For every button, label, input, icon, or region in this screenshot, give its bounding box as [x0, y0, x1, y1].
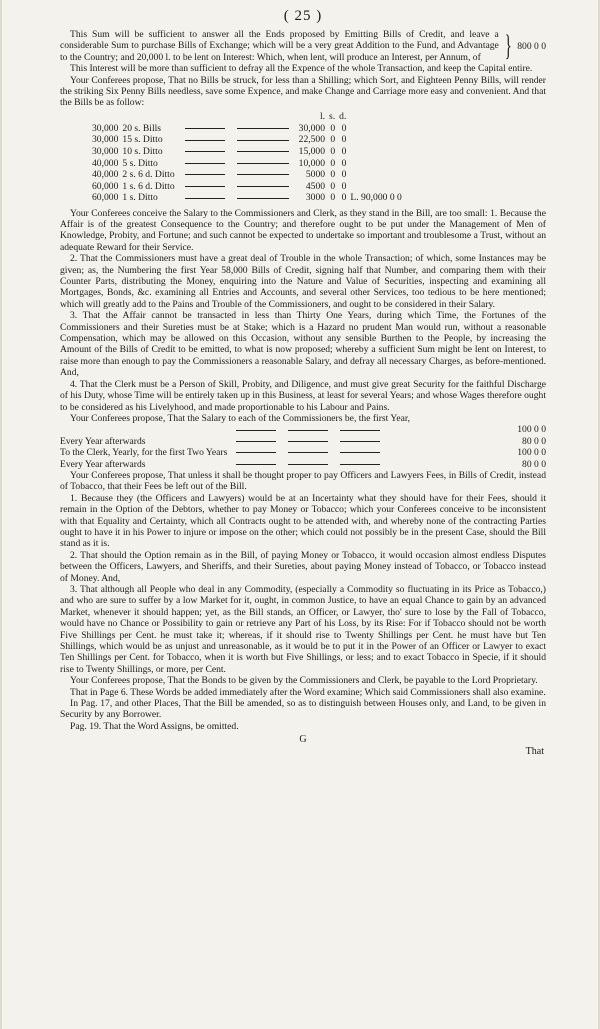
bill-row: [90, 122, 404, 134]
rule-line: [185, 151, 225, 152]
rule-line: [340, 452, 380, 453]
bill-shillings: 0: [330, 122, 336, 134]
bill-shillings: 0: [330, 145, 336, 157]
brace-mark: }: [504, 29, 512, 63]
bill-dashes: [177, 180, 297, 192]
bill-pounds: 3000: [305, 192, 326, 204]
bill-row: [90, 180, 404, 192]
salary-label: Every Year afterwards: [60, 458, 146, 470]
salary-row: [60, 447, 546, 458]
salary-label: Every Year afterwards: [60, 435, 146, 447]
salary-amount: 100 0 0: [517, 447, 546, 459]
salary-label: To the Clerk, Yearly, for the first Two Years: [60, 447, 228, 459]
interest-amount: 800 0 0: [517, 40, 546, 52]
header-l: l.: [319, 111, 326, 123]
bill-total: [348, 180, 403, 192]
bill-total: [348, 169, 403, 181]
rule-line: [185, 186, 225, 187]
bill-shillings: 0: [330, 157, 336, 169]
bill-dashes: [177, 122, 297, 134]
reason-2-paragraph: 2. That the Commissioners must have a great deal of Trouble in the whole Transaction; of which, some Instances may be given; as, the Numbering the first Year 58,000 Bills of Credit, signing half that Number, and comparing them with their Counter Parts, distributing the Money, enquiring into the Nature and Value of Securities, inspecting and examining all Mortgages, Bonds, &c. examining all Entries and Accounts, and several other Services, too tedious to be here mentioned; which will greatly add to the Pains and Trouble of the Commissioners, and ought to be considered in their Salary.: [60, 253, 546, 310]
catchword: That: [525, 746, 544, 757]
salary-paragraph: Your Conferees conceive the Salary to the Commissioners and Clerk, as they stand in the Bill, are too small: 1. Because the Affair is of the greatest Consequence to the Country; and therefore ought to be put under the Management of Men of Knowledge, Probity, and Fortune; and such cannot be expected to undertake so important and troublesome a Trust, without an adequate Reward for their Service.: [60, 207, 546, 253]
bill-denomination: 20 s. Bills: [122, 122, 162, 134]
rule-line: [185, 174, 225, 175]
bill-qty: 60,000: [92, 192, 119, 204]
bill-row: [90, 134, 404, 146]
salary-rules: [230, 447, 476, 458]
bill-qty: 30,000: [92, 134, 119, 146]
page19-paragraph: Pag. 19. That the Word Assigns, be omitted.: [70, 720, 239, 732]
salary-row: [60, 459, 546, 470]
bill-shillings: 0: [330, 134, 336, 146]
rule-line: [237, 174, 289, 175]
bill-denomination: 2 s. 6 d. Ditto: [122, 169, 175, 181]
bill-row: [90, 157, 404, 169]
salary-amount: 80 0 0: [522, 458, 546, 470]
bill-pounds: 5000: [305, 169, 326, 181]
bill-pounds: 22,500: [298, 134, 326, 146]
rule-line: [288, 430, 328, 431]
page6-paragraph: That in Page 6. These Words be added immediately after the Word examine; Which said Commissioners shall also examine.: [70, 686, 546, 698]
salary-intro: Your Conferees propose, That the Salary to each of the Commissioners be, the first Year,: [70, 412, 411, 424]
bill-pence: 0: [341, 122, 347, 134]
bill-dashes: [177, 157, 297, 169]
header-d: d.: [339, 111, 347, 123]
bill-denomination: 15 s. Ditto: [122, 134, 163, 146]
bill-total: [348, 146, 403, 158]
intro-brace-row: [60, 29, 546, 63]
rule-line: [236, 441, 276, 442]
bill-qty: 60,000: [92, 180, 119, 192]
bill-table: [90, 111, 404, 204]
rule-line: [185, 140, 225, 141]
rule-line: [237, 163, 289, 164]
bill-pence: 0: [341, 192, 347, 204]
salary-amount: 100 0 0: [517, 424, 546, 436]
bill-denomination: 1 s. Ditto: [122, 192, 158, 204]
rule-line: [185, 163, 225, 164]
bill-pounds: 30,000: [298, 122, 326, 134]
bill-qty: 30,000: [92, 145, 119, 157]
fees-reason-2: 2. That should the Option remain as in the Bill, of paying Money or Tobacco, it would occasion almost endless Disputes between the Officers, Lawyers, and Sheriffs, and their Sureties, about paying Money instead of Tobacco, or Tobacco instead of Money. And,: [60, 549, 546, 584]
bill-pounds: 10,000: [298, 157, 326, 169]
bill-pounds: 15,000: [298, 145, 326, 157]
bill-qty: 40,000: [92, 169, 119, 181]
bill-qty: 40,000: [92, 157, 119, 169]
rule-line: [340, 430, 380, 431]
bill-dashes: [177, 192, 297, 204]
salary-list: [60, 424, 546, 470]
bill-denomination: 1 s. 6 d. Ditto: [122, 180, 175, 192]
bill-row: [90, 169, 404, 181]
rule-line: [237, 140, 289, 141]
reason-3-paragraph: 3. That the Affair cannot be transacted in less than Thirty One Years, during which Time, the Fortunes of the Commissioners and their Sureties must be at Stake; which is a Hazard no prudent Man would run, without a reasonable Compensation, which may be allowed on this Occasion, without any sensible Burthen to the People, by increasing the Amount of the Bills of Credit to be emitted, to what is now proposed; whereby a sufficient Sum might be lent on Interest, to raise more than enough to pay the Commissioners a reasonable Salary, and defray all necessary Charges, as before-mentioned. And,: [60, 310, 546, 379]
rule-line: [237, 128, 289, 129]
bill-dashes: [177, 169, 297, 181]
salary-row: [60, 424, 546, 435]
rule-line: [288, 464, 328, 465]
fees-intro: Your Conferees propose, That unless it shall be thought proper to pay Officers and Lawyers Fees, in Bills of Credit, instead of Tobacco, that their Fees be left out of the Bill.: [60, 469, 546, 493]
bill-shillings: 0: [330, 192, 336, 204]
rule-line: [236, 430, 276, 431]
bill-dashes: [177, 134, 297, 146]
bill-pence: 0: [341, 145, 347, 157]
intro-paragraph-3: Your Conferees propose, That no Bills be struck, for less than a Shilling; which Sort, and Eighteen Penny Bills, will render the striking Six Penny Bills needless, save some Expence, and make Change and Carriage more easy and convenient. And that the Bills be as follow:: [60, 74, 546, 109]
salary-rules: [230, 424, 476, 435]
rule-line: [237, 198, 289, 199]
bill-total: L. 90,000 0 0: [350, 192, 402, 204]
reason-4-paragraph: 4. That the Clerk must be a Person of Skill, Probity, and Diligence, and must give great Security for the faithful Discharge of his Duty, whose Time will be entirely taken up in this Business, at least for several Years; and whose Wages therefore ought to be considered as his Livelyhood, and made proportionable to his Labour and Pains.: [60, 378, 546, 413]
intro-paragraph-1: This Sum will be sufficient to answer all the Ends proposed by Emitting Bills of Credit, and leave a considerable Sum to purchase Bills of Exchange; which will be a very great Addition to the Fund, and Advantage to the Country; and 20,000 l. to be lent on Interest: Which, when lent, will produce an Interest, per Annum, of: [60, 29, 499, 63]
bill-table-header: [90, 111, 404, 123]
page17-paragraph: In Pag. 17, and other Places, That the Bill be amended, so as to distinguish between Houses only, and Land, to be given in Security by any Borrower.: [60, 698, 546, 721]
bill-total: [348, 122, 403, 134]
salary-label: [60, 424, 230, 435]
rule-line: [288, 452, 328, 453]
bill-dashes: [177, 146, 297, 158]
bill-shillings: 0: [330, 169, 336, 181]
rule-line: [185, 198, 225, 199]
rule-line: [288, 441, 328, 442]
bill-row: [90, 146, 404, 158]
rule-line: [340, 441, 380, 442]
bill-row: [90, 192, 404, 204]
salary-row: [60, 436, 546, 447]
rule-line: [237, 186, 289, 187]
bill-pence: 0: [341, 157, 347, 169]
bill-pence: 0: [341, 134, 347, 146]
header-s: s.: [329, 111, 336, 123]
rule-line: [340, 464, 380, 465]
bill-pounds: 4500: [305, 180, 326, 192]
signature-mark: G: [299, 734, 307, 746]
fees-reason-3: 3. That although all People who deal in any Commodity, (especially a Commodity so fluctuating in its Price as Tobacco,) and who are sure to suffer by a low Market for it, ought, in common Justice, to have an equal Chance to gain by an advanced Market, whenever it should happen; yet, as the Bill stands, an Officer, or Lawyer, tho' sure to lose by the Fall of Tobacco, would have no Chance or Possibility to gain or retrieve any Part of his Loss, by its Rise: For if Tobacco should not be worth Five Shillings per Cent. he must take it; whereas, if it should rise to Twenty Shillings per Cent. he must have but Ten Shillings, which would be as unjust and unreasonable, as it would be to put it in the Power of an Officer or Lawyer to exact Ten Shillings per Cent. for Tobacco, when it is worth but Five Shillings, or less; and to exact Tobacco in Specie, if it should rise to Twenty Shillings, or more, per Cent.: [60, 584, 546, 675]
bill-shillings: 0: [330, 180, 336, 192]
bonds-paragraph: Your Conferees propose, That the Bonds to be given by the Commissioners and Clerk, be payable to the Lord Proprietary.: [70, 675, 538, 687]
bill-denomination: 5 s. Ditto: [122, 157, 158, 169]
bill-total: [348, 157, 403, 169]
bill-denomination: 10 s. Ditto: [122, 145, 163, 157]
salary-rules: [230, 459, 476, 470]
bill-pence: 0: [341, 180, 347, 192]
bill-qty: 30,000: [92, 122, 119, 134]
rule-line: [237, 151, 289, 152]
bill-total: [348, 134, 403, 146]
intro-paragraph-2: This Interest will be more than sufficient to defray all the Expence of the whole Transaction, and keep the Capital entire.: [70, 63, 533, 75]
salary-amount: 80 0 0: [522, 435, 546, 447]
rule-line: [185, 128, 225, 129]
salary-rules: [230, 436, 476, 447]
rule-line: [236, 464, 276, 465]
bill-table-body: [90, 122, 404, 203]
rule-line: [236, 452, 276, 453]
bill-pence: 0: [341, 169, 347, 181]
fees-reason-1: 1. Because they (the Officers and Lawyers) would be at an Incertainty what they should have for their Fees, should it remain in the Option of the Debtors, whether to pay Money or Tobacco; which your Conferees conceive to be inconsistent with that Equality and Certainty, which all Contracts ought to be attended with, and whereby none of the contracting Parties ought to have it in his Power to injure or impose on the other; which could not possibly be in the present Case, should the Bill stand as it is.: [60, 492, 546, 550]
page-number: ( 25 ): [283, 8, 323, 24]
